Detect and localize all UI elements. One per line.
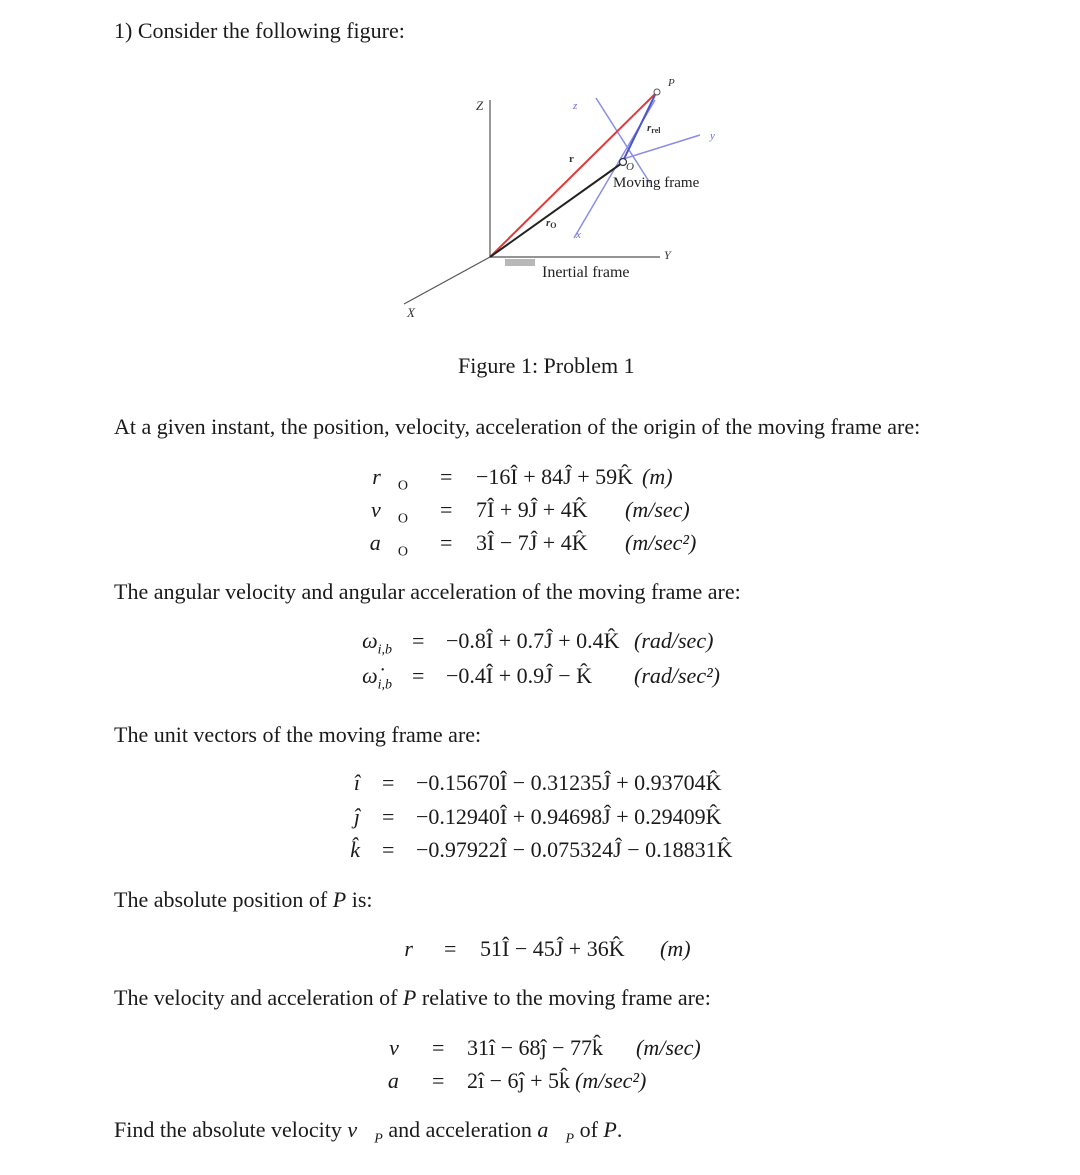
relative-intro-text: The velocity and acceleration of P relative to the moving frame are:	[114, 985, 711, 1010]
eq-lhs: $a⃗_O$	[369, 530, 408, 560]
eq-unit: (rad/sec)	[634, 628, 714, 653]
angular-intro-text: The angular velocity and angular acceleration of the moving frame are:	[114, 579, 741, 604]
eq-lhs: a⃗	[387, 1068, 416, 1093]
figure-caption: Figure 1: Problem 1	[458, 353, 635, 378]
eq-sign: =	[440, 464, 453, 489]
eq-unit: (m)	[660, 936, 691, 961]
eq-lhs: $\omegȧ_{i,b}$	[362, 663, 392, 693]
eq-unit: (m/sec)	[625, 497, 690, 522]
eq-rhs: −0.12940Î + 0.94698Ĵ + 0.29409K̂	[416, 804, 722, 829]
eq-rhs: 31î − 68ĵ − 77k̂	[467, 1035, 604, 1060]
eq-unit: (rad/sec²)	[634, 663, 721, 688]
eq-lhs: $\omega_{i,b}$	[362, 628, 392, 658]
eq-sign: =	[444, 936, 457, 961]
eq-lhs: î	[353, 770, 360, 795]
unit-vectors-intro-text: The unit vectors of the moving frame are:	[114, 722, 482, 747]
eq-sign: =	[382, 804, 395, 829]
find-question-text: Find the absolute velocity $v⃗_P$ and acceleration $a⃗_P$ of P.	[114, 1117, 623, 1147]
eq-lhs: k̂	[350, 837, 360, 862]
origin-vector-ro	[490, 163, 622, 257]
label-inertial-frame: Inertial frame	[542, 264, 630, 281]
label-z: z	[573, 100, 578, 112]
eq-lhs: ĵ	[353, 804, 360, 829]
label-O: O	[626, 161, 634, 173]
label-P: P	[668, 77, 675, 89]
moving-z-axis	[596, 98, 650, 183]
eq-sign: =	[440, 497, 453, 522]
problem-heading: 1) Consider the following figure:	[114, 18, 405, 43]
label-r-rel: rrel	[647, 122, 661, 135]
eq-sign: =	[382, 837, 395, 862]
eq-lhs: v⃗	[389, 1035, 416, 1060]
inertial-ground-block	[505, 259, 535, 266]
eq-rhs: −0.4Î + 0.9Ĵ − K̂	[446, 663, 592, 688]
label-moving-frame: Moving frame	[613, 175, 700, 191]
eq-lhs: $v⃗_O$	[370, 497, 408, 527]
eq-sign: =	[432, 1068, 445, 1093]
eq-rhs: −0.8Î + 0.7Ĵ + 0.4K̂	[446, 628, 620, 653]
eq-sign: =	[440, 530, 453, 555]
eq-unit: (m/sec²)	[575, 1068, 647, 1093]
eq-sign: =	[382, 770, 395, 795]
eq-sign: =	[412, 663, 425, 688]
eq-rhs: 3Î − 7Ĵ + 4K̂	[476, 530, 588, 555]
eq-rhs: −16Î + 84Ĵ + 59K̂	[476, 464, 633, 489]
frames-figure	[0, 0, 1080, 400]
label-r: r	[569, 153, 574, 165]
label-y: y	[710, 130, 715, 142]
eq-lhs: $r⃗_O$	[372, 464, 408, 494]
eq-sign: =	[412, 628, 425, 653]
eq-unit: (m/sec)	[636, 1035, 701, 1060]
label-Y: Y	[664, 248, 671, 262]
eq-unit: (m/sec²)	[625, 530, 697, 555]
label-X: X	[407, 305, 415, 320]
eq-unit: (m)	[642, 464, 673, 489]
point-p-marker	[654, 89, 660, 95]
eq-rhs: 2î − 6ĵ + 5k̂	[467, 1068, 571, 1093]
eq-sign: =	[432, 1035, 445, 1060]
label-r-o: rO	[546, 217, 557, 230]
eq-rhs: −0.15670Î − 0.31235Ĵ + 0.93704K̂	[416, 770, 722, 795]
eq-rhs: 7Î + 9Ĵ + 4K̂	[476, 497, 588, 522]
inertial-x-axis	[404, 257, 490, 304]
eq-lhs: r⃗	[404, 936, 430, 961]
label-x: x	[576, 229, 581, 241]
label-Z: Z	[476, 98, 484, 113]
eq-rhs: 51Î − 45Ĵ + 36K̂	[480, 936, 625, 961]
origin-intro-text: At a given instant, the position, velocity, acceleration of the origin of the moving frame are:	[114, 414, 921, 439]
position-intro-text: The absolute position of P is:	[114, 887, 373, 912]
eq-rhs: −0.97922Î − 0.075324Ĵ − 0.18831K̂	[416, 837, 733, 862]
